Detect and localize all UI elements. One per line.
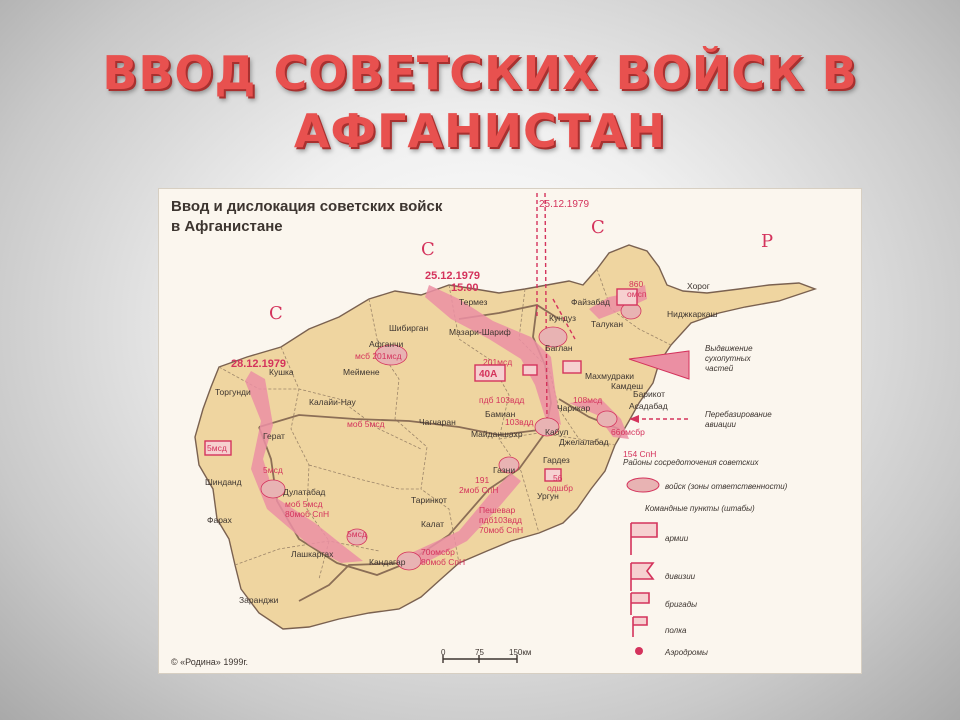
- unit-label: Пешевар: [479, 505, 516, 515]
- unit-label: 80моб СпН: [285, 509, 330, 519]
- city-label: Барикот: [633, 389, 666, 399]
- unit-label: 2моб СпН: [459, 485, 499, 495]
- legend-zones-label: Районы сосредоточения советских: [623, 458, 759, 467]
- city-label: Гардез: [543, 455, 570, 465]
- legend-zones-label: войск (зоны ответственности): [665, 482, 788, 491]
- unit-label: 80моб СпН: [421, 557, 466, 567]
- legend-advance-label: сухопутных: [705, 354, 751, 363]
- scale-bar: [441, 648, 531, 663]
- city-label: Кабул: [545, 427, 569, 437]
- kushka-date-label: 28.12.1979: [231, 358, 287, 370]
- city-label: Меймене: [343, 367, 380, 377]
- unit-label: мсб 201мсд: [355, 351, 402, 361]
- unit-label: 70моб СпН: [479, 525, 524, 535]
- city-label: Джелалабад: [559, 437, 609, 447]
- city-label: Газни: [493, 465, 516, 475]
- scale-label: 75: [475, 648, 484, 657]
- legend-air-label: авиации: [705, 420, 736, 429]
- city-label: Файзабад: [571, 297, 610, 307]
- legend-division-label: дивизии: [665, 572, 696, 581]
- unit-label: одшбр: [547, 483, 573, 493]
- country-marker: С: [421, 239, 435, 260]
- city-label: Таринкот: [411, 495, 447, 505]
- map-heading-line-2: в Афганистане: [171, 218, 283, 235]
- city-label: Афганчи: [369, 339, 404, 349]
- legend-airfield-icon: [635, 647, 643, 655]
- city-label: Герат: [263, 431, 285, 441]
- scale-label: 0: [441, 648, 446, 657]
- map-credit: © «Родина» 1999г.: [171, 657, 249, 667]
- unit-label: 5мсд: [347, 529, 367, 539]
- city-label: Кундуз: [549, 313, 577, 323]
- city-label: Ургун: [537, 491, 559, 501]
- termez-time-label: 15.00: [451, 282, 479, 294]
- city-label: Камдеш: [611, 381, 644, 391]
- scale-label: 150км: [509, 648, 532, 657]
- map-heading-line-1: Ввод и дислокация советских войск: [171, 198, 443, 215]
- city-label: Чагчаран: [419, 417, 456, 427]
- legend-zone-icon: [627, 478, 659, 492]
- legend-brigade-flag-icon: [631, 593, 649, 615]
- unit-label: 103вдд: [505, 417, 534, 427]
- city-label: Чарикар: [557, 403, 591, 413]
- legend-army-flag-icon: [631, 523, 657, 555]
- unit-label: 108мсд: [573, 395, 603, 405]
- unit-label: пдб 103вдд: [479, 395, 525, 405]
- legend-airfields-label: Аэродромы: [665, 648, 708, 657]
- unit-label: 154 СпН: [623, 449, 657, 459]
- unit-label: 5мсд: [263, 465, 283, 475]
- country-marker: С: [269, 303, 283, 324]
- city-label: Майданшахр: [471, 429, 523, 439]
- country-marker: Р: [761, 231, 774, 252]
- unit-label: пдб103вдд: [479, 515, 522, 525]
- city-label: Ниджкаркаш: [667, 309, 718, 319]
- city-label: Кандагар: [369, 557, 406, 567]
- city-label: Хорог: [687, 281, 710, 291]
- unit-label: 66омсбр: [611, 427, 645, 437]
- unit-label: 40А: [479, 369, 498, 380]
- city-label: Торгунди: [215, 387, 251, 397]
- legend-regiment-label: полка: [665, 626, 687, 635]
- city-label: Баглан: [545, 343, 573, 353]
- slide-title-line-2: АФГАНИСТАН: [293, 104, 667, 158]
- unit-label: 860: [629, 279, 644, 289]
- legend-cp-label: Командные пункты (штабы): [645, 504, 755, 513]
- city-label: Калат: [421, 519, 445, 529]
- termez-date-label: 25.12.1979: [425, 270, 481, 282]
- legend-advance-label: частей: [705, 364, 734, 373]
- legend-army-label: армии: [665, 534, 689, 543]
- unit-label: 201мсд: [483, 357, 513, 367]
- map-svg: [159, 189, 861, 673]
- city-label: Шибирган: [389, 323, 429, 333]
- legend-division-flag-icon: [631, 563, 653, 591]
- city-label: Фарах: [207, 515, 232, 525]
- unit-label: 56: [553, 473, 563, 483]
- city-label: Кушка: [269, 367, 294, 377]
- city-label: Талукан: [591, 319, 624, 329]
- map-image: [158, 188, 862, 674]
- unit-label: моб 5мсд: [347, 419, 385, 429]
- city-label: Махмудраки: [585, 371, 634, 381]
- slide-title-line-1: ВВОД СОВЕТСКИХ ВОЙСК В: [102, 46, 858, 100]
- city-label: Шинданд: [205, 477, 242, 487]
- city-label: Бамиан: [485, 409, 516, 419]
- unit-label: 70омсбр: [421, 547, 455, 557]
- legend-advance-label: Выдвижение: [705, 344, 753, 353]
- legend-regiment-flag-icon: [633, 617, 647, 637]
- city-label: Калайи-Нау: [309, 397, 356, 407]
- air-date-label: 25.12.1979: [539, 199, 590, 210]
- city-label: Асадабад: [629, 401, 668, 411]
- unit-label: моб 5мсд: [285, 499, 323, 509]
- city-label: Лашкаргах: [291, 549, 334, 559]
- country-marker: С: [591, 217, 605, 238]
- city-label: Мазари-Шариф: [449, 327, 511, 337]
- city-label: Термез: [459, 297, 488, 307]
- city-label: Дулатабад: [283, 487, 326, 497]
- unit-label: 191: [475, 475, 490, 485]
- unit-label: 5мсд: [207, 443, 227, 453]
- unit-label: омсп: [627, 289, 647, 299]
- city-label: Заранджи: [239, 595, 279, 605]
- legend-brigade-label: бригады: [665, 600, 698, 609]
- legend-air-label: Перебазирование: [705, 410, 772, 419]
